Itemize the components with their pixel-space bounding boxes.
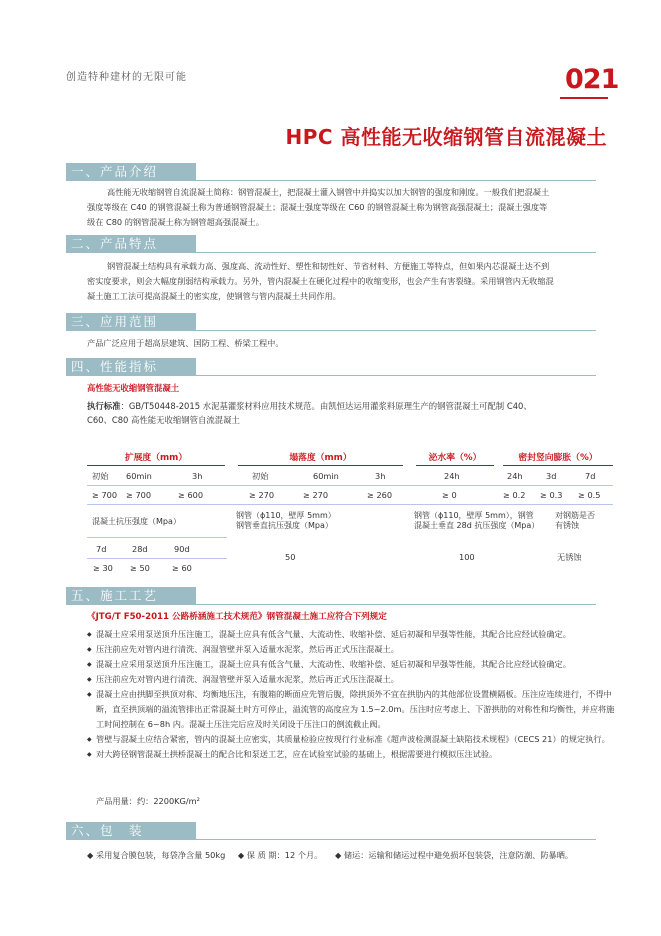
features-paragraph: [87, 259, 612, 304]
packaging-item: ◆ 保 质 期：12 个月。: [237, 850, 323, 860]
table-rule: [87, 504, 613, 505]
list-item: ◆ 管壁与混凝土应结合紧密，管内的混凝土应密实，其质量检验应按现行行业标准《超声波检测混凝土缺陷技术规程》（CECS 21）的规定执行。: [87, 732, 617, 747]
corrosion-label: [555, 511, 595, 531]
page-number: 021: [565, 64, 619, 95]
bleeding-header: 泌水率（%）: [416, 450, 494, 466]
intro-line: 强度等级在 C40 的钢管混凝土称为普通钢管混凝土；混凝土强度等级在 C60 的钢管混凝土称为钢管高强混凝土；混凝土强度等: [87, 202, 548, 212]
table-cell: 3h: [192, 471, 203, 481]
standard-label: 执行标准: [87, 401, 121, 411]
standard-line: ：GB/T50448-2015 水泥基灌浆材料应用技术规范。由凯恒达运用灌浆料原理生产的钢管混凝土可配制 C40、: [120, 401, 532, 411]
table-cell: ≥ 60: [172, 563, 192, 573]
slump-header: 塌落度（mm）: [238, 450, 403, 466]
table-cell: 无锈蚀: [557, 552, 582, 562]
features-line: 密实度要求，则会大幅度削弱结构承载力。另外，管内混凝土在硬化过程中的收缩变形，也会产生有害裂缝。采用钢管内无收缩混: [87, 276, 554, 286]
page-number-underline: [560, 97, 608, 99]
table-cell: 24h: [444, 471, 460, 481]
section-rule: [66, 839, 596, 840]
label-line: 对钢筋是否: [555, 511, 595, 520]
table-cell: 24h: [507, 471, 523, 481]
section-rule: [66, 252, 596, 253]
scope-text: 产品广泛应用于超高层建筑、国防工程、桥梁工程中。: [87, 338, 284, 348]
intro-line: 高性能无收缩钢管自流混凝土简称：钢管混凝土，把混凝土灌入钢管中并捣实以加大钢管的强度和刚度。一般我们把混凝土: [107, 187, 550, 197]
section-heading-packaging: 六、包 装: [66, 822, 196, 839]
section-rule: [66, 604, 596, 605]
standard-line: C60、C80 高性能无收缩钢管自流混凝土: [87, 415, 240, 425]
table-cell: ≥ 0.3: [540, 490, 563, 500]
page-title: HPC 高性能无收缩钢管自流混凝土: [285, 125, 607, 149]
list-item: ◆ 混凝土应采用泵送顶升压注施工，混凝土应具有低含气量、大流动性、收缩补偿、延后初凝和早强等性能，其配合比应经试验确定。: [87, 657, 617, 672]
table-cell: ≥ 700: [92, 490, 118, 500]
slogan: 创造特种建材的无限可能: [66, 72, 187, 83]
table-rule: [87, 537, 227, 538]
table-cell: 50: [285, 552, 296, 562]
label-line: 有锈蚀: [555, 521, 579, 530]
compressive-label: 混凝土抗压强度（Mpa）: [92, 517, 181, 526]
steel-28d-label: [414, 511, 544, 531]
table-cell: ≥ 0.2: [503, 490, 526, 500]
list-item: ◆ 混凝土应由拱脚至拱顶对称、均衡地压注，有腹箱的断面应先管后腹，除拱顶外不宜在拱肋内的其他部位设置横隔板。压注应连续进行，不得中断，直至拱顶端的溢流管排出正常混凝土时方可停止，溢流管的高度应为 1.5~2.0m。压注时应考虑上、下游拱肋的对称性和均衡性，并应将施工时间控制在 6~8h 内。混凝土压注完后应及时关闭设于压注口的倒流截止阀。: [87, 687, 617, 732]
label-line: 钢管（ϕ110，壁厚 5mm）: [236, 511, 336, 520]
table-cell: 60min: [313, 471, 339, 481]
table-cell: ≥ 50: [130, 563, 150, 573]
table-cell: ≥ 270: [249, 490, 275, 500]
features-line: 凝土施工工法可提高混凝土的密实度，使钢管与管内混凝土共同作用。: [87, 291, 341, 301]
table-cell: ≥ 260: [367, 490, 393, 500]
table-cell: 28d: [132, 544, 148, 554]
section-heading-construction: 五、施工工艺: [66, 587, 196, 604]
packaging-line: [87, 850, 627, 861]
list-item: ◆ 压注前应先对管内进行清洗、润湿管壁并泵入适量水泥浆，然后再正式压注混凝土。: [87, 642, 617, 657]
list-item: ◆ 对大跨径钢管混凝土拱桥混凝土的配合比和泵送工艺，应在试验室试验的基础上，根据需要进行模拟压注试验。: [87, 747, 617, 762]
table-cell: 3d: [546, 471, 557, 481]
construction-subhead: 《JTG/T F50-2011 公路桥涵施工技术规范》钢管混凝土施工应符合下列规定: [87, 612, 387, 622]
expansion-header: 扩展度（mm）: [87, 450, 225, 466]
standard-text: [87, 399, 612, 427]
table-cell: 7d: [96, 544, 107, 554]
table-cell: ≥ 600: [178, 490, 204, 500]
features-line: 钢管混凝土结构具有承载力高、强度高、流动性好、塑性和韧性好、节省材料、方便施工等特点，但如果内芯混凝土达不到: [107, 261, 550, 271]
label-line: 钢管（ϕ110，壁厚 5mm），钢管: [414, 511, 534, 520]
section-heading-intro: 一、产品介绍: [66, 163, 196, 180]
section-rule: [66, 180, 596, 181]
packaging-item: ◆ 储运：运输和储运过程中避免损坏包装袋，注意防潮、防暴晒。: [334, 850, 574, 860]
table-cell: 初始: [92, 471, 109, 481]
list-item: ◆ 压注前应先对管内进行清洗、润湿管壁并泵入适量水泥浆，然后再正式压注混凝土。: [87, 672, 617, 687]
vertical-expansion-header: 密封竖向膨胀（%）: [503, 450, 613, 466]
table-cell: ≥ 270: [303, 490, 329, 500]
section-rule: [66, 375, 596, 376]
steel-vertical-label: [236, 511, 396, 531]
table-rule: [87, 558, 227, 559]
density-text: 产品用量：约：2200KG/m²: [96, 796, 200, 806]
list-item: ◆ 混凝土应采用泵送顶升压注施工，混凝土应具有低含气量、大流动性、收缩补偿、延后初凝和早强等性能，其配合比应经试验确定。: [87, 627, 617, 642]
table-cell: 100: [459, 552, 475, 562]
section-heading-scope: 三、应用范围: [66, 313, 196, 330]
table-cell: ≥ 700: [126, 490, 152, 500]
label-line: 钢管垂直抗压强度（Mpa）: [236, 521, 333, 530]
section-rule: [66, 330, 596, 331]
table-cell: 3h: [375, 471, 386, 481]
section-heading-specs: 四、性能指标: [66, 358, 196, 375]
intro-line: 级在 C80 的钢管混凝土称为钢管超高强混凝土。: [87, 217, 264, 227]
table-cell: 7d: [585, 471, 596, 481]
table-cell: 初始: [252, 471, 269, 481]
table-cell: ≥ 0.5: [578, 490, 601, 500]
construction-list: [87, 627, 617, 762]
intro-paragraph: [87, 185, 612, 230]
label-line: 混凝土垂直 28d 抗压强度（Mpa）: [414, 521, 540, 530]
table-cell: 60min: [126, 471, 152, 481]
table-rule: [87, 485, 613, 486]
table-cell: ≥ 30: [93, 563, 113, 573]
packaging-item: ◆ 采用复合膜包装，每袋净含量 50kg: [87, 850, 226, 860]
table-cell: 90d: [174, 544, 190, 554]
table-cell: ≥ 0: [442, 490, 457, 500]
specs-subtitle: 高性能无收缩钢管混凝土: [87, 383, 180, 393]
section-heading-features: 二、产品特点: [66, 235, 196, 252]
